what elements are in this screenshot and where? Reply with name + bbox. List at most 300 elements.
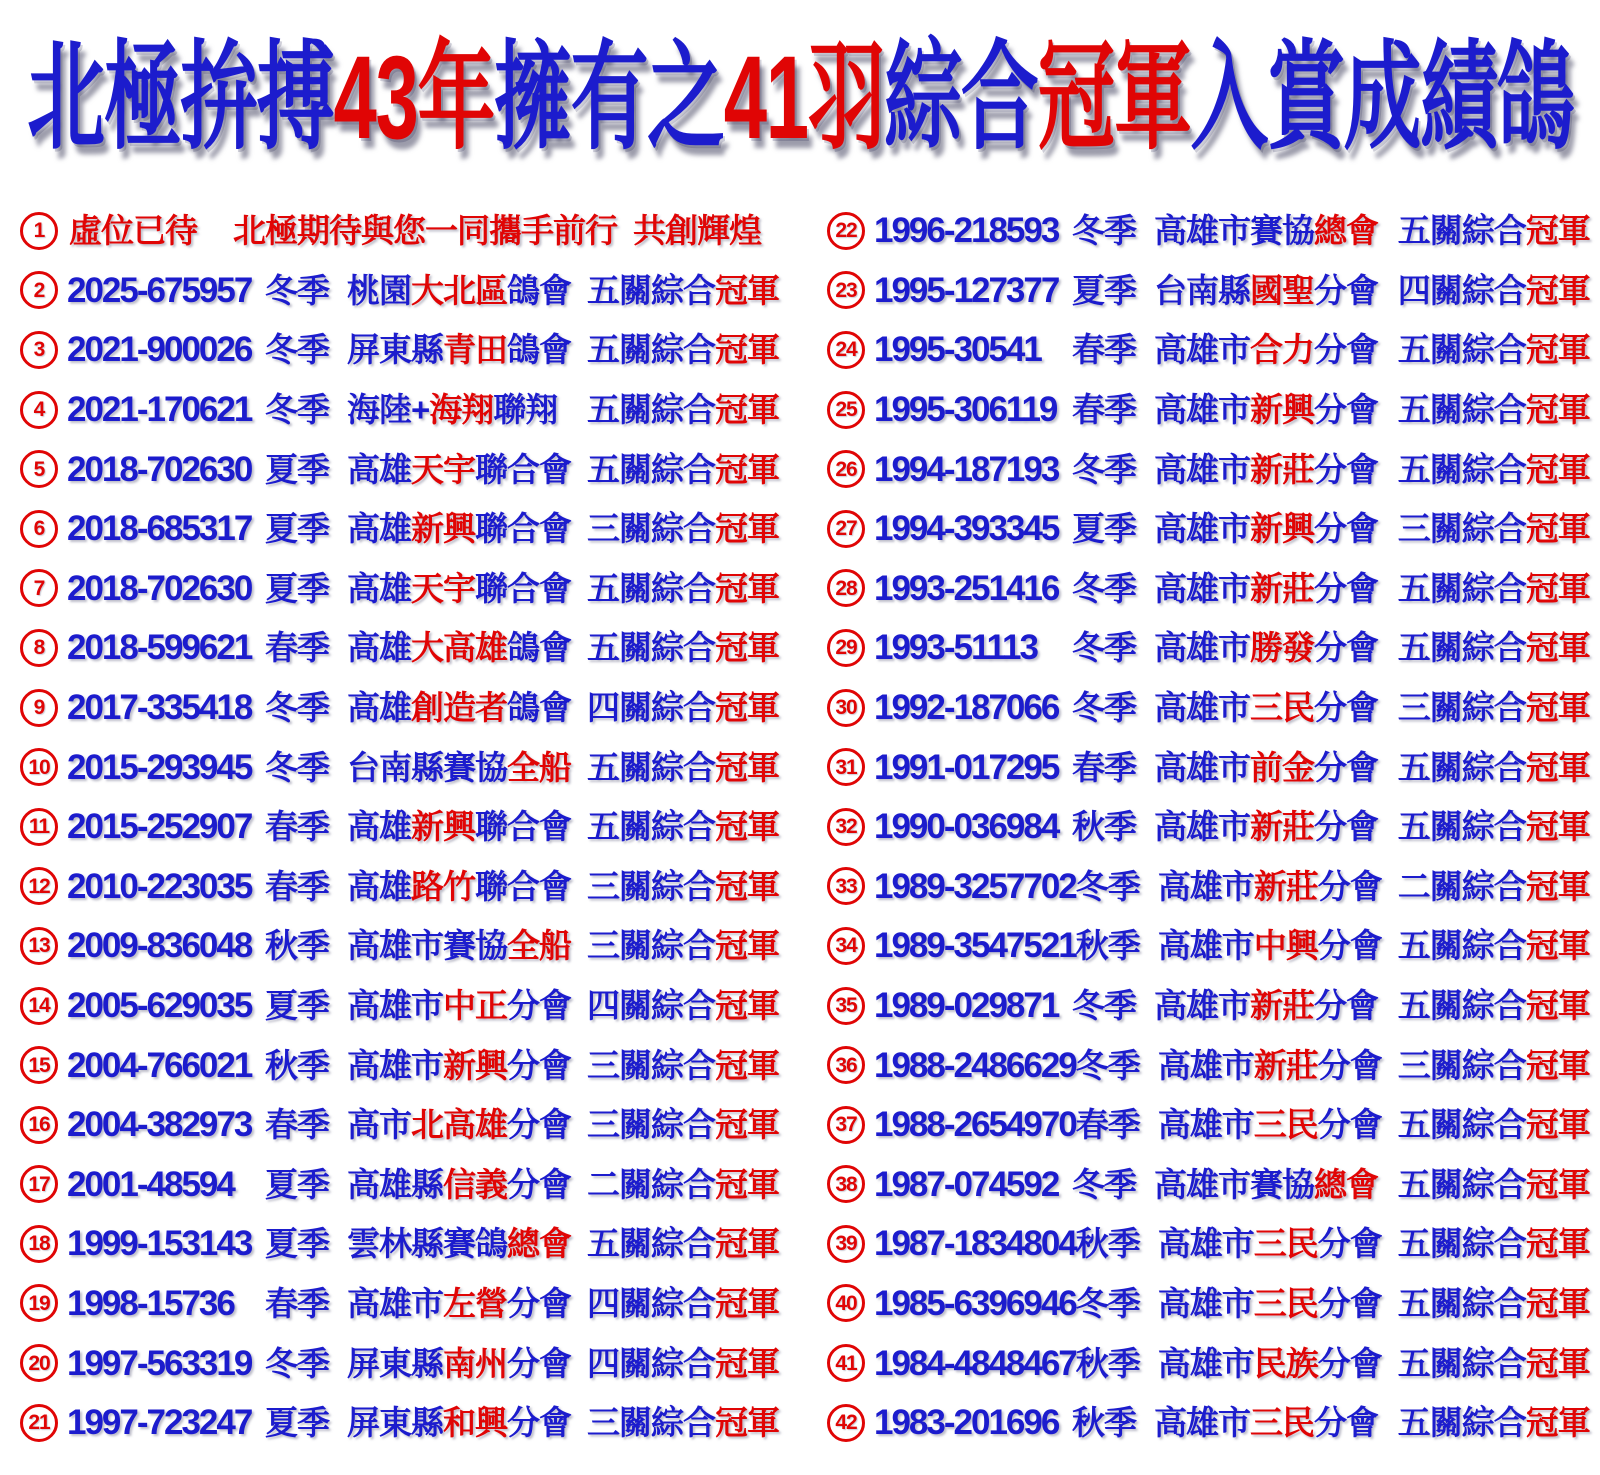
season-label: 秋季 bbox=[1075, 927, 1140, 965]
award-segment: 五關綜合 bbox=[1397, 927, 1526, 965]
award-segment: 三關綜合 bbox=[587, 927, 715, 965]
list-item bbox=[827, 1393, 1590, 1453]
rank-badge bbox=[20, 1404, 58, 1442]
list-item bbox=[827, 559, 1590, 619]
title-segment: 冠軍 bbox=[1037, 31, 1191, 164]
list-item bbox=[827, 1095, 1590, 1155]
award-label bbox=[1397, 1046, 1590, 1084]
ring-id: 2009-836048 bbox=[67, 926, 252, 966]
rank-badge bbox=[20, 271, 58, 309]
ring-id: 2001-48594 bbox=[67, 1164, 234, 1204]
rank-number: 38 bbox=[835, 1172, 857, 1196]
club-segment: 分會 bbox=[1314, 510, 1378, 548]
rank-badge bbox=[20, 569, 58, 607]
award-label bbox=[1397, 1284, 1590, 1322]
award-segment: 四關綜合 bbox=[1397, 271, 1526, 309]
rank-number: 35 bbox=[835, 994, 857, 1018]
season-label: 春季 bbox=[1072, 391, 1136, 429]
award-segment: 冠軍 bbox=[1525, 987, 1590, 1025]
award-label bbox=[587, 629, 779, 667]
season-label: 春季 bbox=[1072, 748, 1136, 786]
club-segment: 鴿會 bbox=[507, 689, 571, 727]
club-segment: 分會 bbox=[507, 987, 571, 1025]
list-item bbox=[20, 499, 779, 559]
rank-number: 14 bbox=[28, 994, 50, 1018]
award-segment: 五關綜合 bbox=[587, 450, 715, 488]
award-label bbox=[1397, 271, 1590, 309]
rank-number: 7 bbox=[33, 576, 45, 600]
rank-number: 31 bbox=[835, 755, 857, 779]
club-name bbox=[347, 1344, 587, 1382]
award-label bbox=[587, 927, 779, 965]
rank-badge bbox=[827, 510, 865, 548]
award-segment: 五關綜合 bbox=[1397, 569, 1526, 607]
award-segment: 冠軍 bbox=[1525, 450, 1590, 488]
award-segment: 冠軍 bbox=[1525, 1046, 1590, 1084]
award-label bbox=[1397, 1404, 1590, 1442]
list-item bbox=[827, 1214, 1590, 1274]
club-segment: 高雄市 bbox=[1154, 391, 1250, 429]
award-label bbox=[587, 1284, 779, 1322]
title-segment: 41羽 bbox=[723, 31, 884, 164]
award-segment: 冠軍 bbox=[715, 450, 779, 488]
season-label: 冬季 bbox=[265, 1344, 329, 1382]
club-segment: 屏東縣 bbox=[347, 1404, 443, 1442]
ring-id: 2018-702630 bbox=[67, 449, 252, 489]
club-segment: 國聖 bbox=[1250, 271, 1314, 309]
rank-number: 13 bbox=[28, 934, 50, 958]
club-segment: 分會 bbox=[1317, 1344, 1382, 1382]
season-label: 秋季 bbox=[1072, 1404, 1136, 1442]
club-segment: 分會 bbox=[1314, 569, 1378, 607]
list-item bbox=[827, 737, 1590, 797]
list-item bbox=[20, 678, 779, 738]
club-segment: 新莊 bbox=[1250, 808, 1314, 846]
club-segment: 分會 bbox=[1314, 689, 1378, 727]
award-segment: 三關綜合 bbox=[587, 510, 715, 548]
club-segment: 高雄 bbox=[347, 569, 411, 607]
club-segment: 新莊 bbox=[1250, 450, 1314, 488]
season-label: 春季 bbox=[265, 1106, 329, 1144]
title-segment: 43年 bbox=[333, 31, 494, 164]
rank-badge bbox=[827, 1165, 865, 1203]
club-segment: 高雄市 bbox=[1154, 450, 1250, 488]
title-banner bbox=[0, 0, 1600, 195]
club-segment: 高雄市 bbox=[1154, 510, 1250, 548]
club-segment: 民族 bbox=[1253, 1344, 1318, 1382]
award-segment: 冠軍 bbox=[1525, 629, 1590, 667]
rank-number: 27 bbox=[835, 517, 857, 541]
award-segment: 五關綜合 bbox=[1397, 1404, 1526, 1442]
rank-badge bbox=[20, 1046, 58, 1084]
rank-badge bbox=[20, 1344, 58, 1382]
title-segment: 擁有之 bbox=[493, 31, 724, 164]
season-label: 冬季 bbox=[265, 689, 329, 727]
list-item bbox=[827, 678, 1590, 738]
club-name bbox=[1154, 212, 1394, 250]
list-item bbox=[20, 1035, 779, 1095]
club-segment: 分會 bbox=[507, 1404, 571, 1442]
list-item bbox=[20, 320, 779, 380]
ring-id: 2025-675957 bbox=[67, 270, 252, 310]
award-segment: 冠軍 bbox=[715, 1404, 779, 1442]
award-segment: 冠軍 bbox=[715, 867, 779, 905]
rank-badge bbox=[20, 987, 58, 1025]
club-segment: 新莊 bbox=[1253, 1046, 1318, 1084]
club-name bbox=[347, 331, 587, 369]
ring-id: 2017-335418 bbox=[67, 688, 252, 728]
club-segment: 高雄市 bbox=[1154, 689, 1250, 727]
ring-id: 2021-900026 bbox=[67, 330, 252, 370]
award-label bbox=[1397, 450, 1590, 488]
ring-id: 2010-223035 bbox=[67, 866, 252, 906]
award-segment: 五關綜合 bbox=[1397, 450, 1526, 488]
list-item bbox=[827, 857, 1590, 917]
rank-number: 4 bbox=[33, 398, 45, 422]
club-segment: 三民 bbox=[1253, 1225, 1318, 1263]
club-segment: 新莊 bbox=[1250, 987, 1314, 1025]
season-label: 冬季 bbox=[1075, 1284, 1140, 1322]
club-segment: 桃園 bbox=[347, 271, 411, 309]
club-segment: 分會 bbox=[507, 1165, 571, 1203]
club-segment: 高雄市 bbox=[1154, 748, 1250, 786]
award-segment: 冠軍 bbox=[1525, 1225, 1590, 1263]
club-name bbox=[347, 629, 587, 667]
award-segment: 冠軍 bbox=[1525, 212, 1590, 250]
club-name bbox=[347, 689, 587, 727]
rank-badge bbox=[827, 1225, 865, 1263]
ring-id: 1991-017295 bbox=[874, 747, 1059, 787]
rank-badge bbox=[827, 569, 865, 607]
club-name bbox=[1154, 271, 1394, 309]
ring-id: 2018-599621 bbox=[67, 628, 252, 668]
list-item bbox=[20, 1155, 779, 1215]
club-name bbox=[1154, 987, 1394, 1025]
list-item bbox=[20, 1274, 779, 1334]
club-segment: 分會 bbox=[507, 1344, 571, 1382]
banner-text: 虛位已待 bbox=[69, 212, 197, 250]
club-segment: 大北區 bbox=[411, 271, 507, 309]
club-name bbox=[347, 1225, 587, 1263]
club-segment: 台南縣賽協 bbox=[347, 748, 507, 786]
club-segment: 高雄市 bbox=[1154, 569, 1250, 607]
season-label: 夏季 bbox=[1072, 271, 1136, 309]
list-item bbox=[20, 618, 779, 678]
season-label: 冬季 bbox=[265, 391, 329, 429]
award-label bbox=[587, 1344, 779, 1382]
award-label bbox=[1397, 391, 1590, 429]
club-segment: 總會 bbox=[1314, 212, 1378, 250]
ring-id: 1997-723247 bbox=[67, 1403, 252, 1443]
rank-number: 15 bbox=[28, 1053, 50, 1077]
list-item bbox=[20, 201, 779, 261]
rank-number: 28 bbox=[835, 576, 857, 600]
list-item bbox=[20, 916, 779, 976]
award-label bbox=[587, 1046, 779, 1084]
ring-id: 1993-51113 bbox=[874, 628, 1037, 668]
season-label: 春季 bbox=[265, 1284, 329, 1322]
season-label: 秋季 bbox=[265, 1046, 329, 1084]
title-segment: 綜合 bbox=[883, 31, 1038, 164]
club-segment: 聯合會 bbox=[475, 510, 571, 548]
rank-badge bbox=[827, 689, 865, 727]
club-segment: 分會 bbox=[507, 1284, 571, 1322]
award-segment: 冠軍 bbox=[715, 748, 779, 786]
season-label: 春季 bbox=[265, 867, 329, 905]
season-label: 冬季 bbox=[265, 331, 329, 369]
club-name bbox=[1157, 1046, 1398, 1084]
award-label bbox=[1397, 1225, 1590, 1263]
ring-id: 1995-306119 bbox=[874, 390, 1057, 430]
award-segment: 冠軍 bbox=[1525, 331, 1590, 369]
award-segment: 五關綜合 bbox=[1397, 808, 1526, 846]
rank-badge bbox=[827, 212, 865, 250]
award-segment: 四關綜合 bbox=[587, 1344, 715, 1382]
club-segment: 全船 bbox=[507, 927, 571, 965]
club-segment: 鴿會 bbox=[507, 331, 571, 369]
rank-badge bbox=[827, 331, 865, 369]
club-segment: 分會 bbox=[1314, 987, 1378, 1025]
rank-number: 37 bbox=[835, 1113, 857, 1137]
club-segment: 鴿會 bbox=[507, 629, 571, 667]
list-item bbox=[20, 1333, 779, 1393]
club-segment: 高雄 bbox=[347, 867, 411, 905]
season-label: 夏季 bbox=[265, 987, 329, 1025]
club-segment: 聯合會 bbox=[475, 808, 571, 846]
ring-id: 2015-293945 bbox=[67, 747, 252, 787]
ring-id: 1998-15736 bbox=[67, 1283, 234, 1323]
ring-id: 1987-1834804 bbox=[874, 1224, 1076, 1264]
award-label bbox=[1397, 867, 1590, 905]
club-segment: 總會 bbox=[507, 1225, 571, 1263]
award-segment: 三關綜合 bbox=[587, 867, 715, 905]
award-segment: 五關綜合 bbox=[1397, 1106, 1526, 1144]
club-segment: 三民 bbox=[1250, 1404, 1314, 1442]
award-segment: 三關綜合 bbox=[1397, 510, 1526, 548]
award-segment: 五關綜合 bbox=[1397, 629, 1526, 667]
season-label: 冬季 bbox=[265, 748, 329, 786]
ring-id: 1987-074592 bbox=[874, 1164, 1059, 1204]
award-segment: 冠軍 bbox=[715, 689, 779, 727]
award-segment: 三關綜合 bbox=[587, 1046, 715, 1084]
club-segment: 分會 bbox=[1317, 927, 1382, 965]
award-label bbox=[587, 1404, 779, 1442]
club-name bbox=[347, 569, 587, 607]
club-segment: 中正 bbox=[443, 987, 507, 1025]
club-segment: 高雄市 bbox=[347, 1046, 443, 1084]
club-segment: 分會 bbox=[507, 1046, 571, 1084]
season-label: 春季 bbox=[1075, 1106, 1140, 1144]
club-segment: 高雄 bbox=[347, 808, 411, 846]
club-segment: 高雄市 bbox=[1154, 331, 1250, 369]
club-name bbox=[1154, 510, 1394, 548]
season-label: 春季 bbox=[265, 808, 329, 846]
rank-number: 6 bbox=[33, 517, 45, 541]
rank-number: 8 bbox=[33, 636, 45, 660]
club-segment: 高雄縣 bbox=[347, 1165, 443, 1203]
list-item bbox=[827, 1274, 1590, 1334]
rank-number: 18 bbox=[28, 1232, 50, 1256]
ring-id: 2004-382973 bbox=[67, 1105, 252, 1145]
rank-badge bbox=[20, 748, 58, 786]
award-segment: 冠軍 bbox=[715, 569, 779, 607]
club-name bbox=[347, 510, 587, 548]
season-label: 夏季 bbox=[265, 450, 329, 488]
club-name bbox=[347, 391, 587, 429]
list-item bbox=[20, 857, 779, 917]
season-label: 冬季 bbox=[1075, 867, 1140, 905]
list-item bbox=[827, 1035, 1590, 1095]
rank-badge bbox=[20, 808, 58, 846]
club-segment: 高雄市 bbox=[1154, 808, 1250, 846]
award-label bbox=[587, 331, 779, 369]
club-segment: 分會 bbox=[1314, 391, 1378, 429]
ring-id: 1990-036984 bbox=[874, 807, 1059, 847]
season-label: 冬季 bbox=[1072, 987, 1136, 1025]
ring-id: 2015-252907 bbox=[67, 807, 252, 847]
club-segment: 三民 bbox=[1250, 689, 1314, 727]
award-segment: 冠軍 bbox=[715, 510, 779, 548]
award-segment: 冠軍 bbox=[1525, 1165, 1590, 1203]
club-segment: 分會 bbox=[1317, 1046, 1382, 1084]
rank-badge bbox=[827, 987, 865, 1025]
award-segment: 冠軍 bbox=[1525, 808, 1590, 846]
award-label bbox=[587, 867, 779, 905]
club-segment: 中興 bbox=[1253, 927, 1318, 965]
list-item bbox=[20, 737, 779, 797]
list-item bbox=[20, 261, 779, 321]
award-segment: 五關綜合 bbox=[1397, 748, 1526, 786]
rank-badge bbox=[827, 1284, 865, 1322]
season-label: 秋季 bbox=[1075, 1344, 1140, 1382]
rank-badge bbox=[827, 1404, 865, 1442]
award-segment: 五關綜合 bbox=[587, 748, 715, 786]
award-segment: 五關綜合 bbox=[587, 331, 715, 369]
list-item bbox=[827, 618, 1590, 678]
club-segment: 高雄市賽協 bbox=[1154, 1165, 1314, 1203]
award-segment: 冠軍 bbox=[1525, 1404, 1590, 1442]
club-segment: 高雄市 bbox=[1154, 629, 1250, 667]
rank-number: 34 bbox=[835, 934, 857, 958]
list-item bbox=[20, 380, 779, 440]
rank-number: 24 bbox=[835, 338, 857, 362]
club-name bbox=[347, 1284, 587, 1322]
club-segment: 高雄市 bbox=[1154, 1404, 1250, 1442]
season-label: 冬季 bbox=[1072, 212, 1136, 250]
award-segment: 五關綜合 bbox=[587, 271, 715, 309]
award-segment: 五關綜合 bbox=[1397, 1284, 1526, 1322]
rank-badge bbox=[20, 1106, 58, 1144]
club-segment: 天宇 bbox=[411, 450, 475, 488]
club-segment: 三民 bbox=[1253, 1284, 1318, 1322]
club-segment: 分會 bbox=[1314, 271, 1378, 309]
rank-number: 22 bbox=[835, 219, 857, 243]
list-item bbox=[20, 1214, 779, 1274]
award-segment: 冠軍 bbox=[1525, 1106, 1590, 1144]
club-name bbox=[1154, 808, 1394, 846]
award-label bbox=[587, 1165, 779, 1203]
rank-number: 11 bbox=[28, 815, 50, 839]
award-segment: 五關綜合 bbox=[1397, 391, 1526, 429]
rank-number: 32 bbox=[835, 815, 857, 839]
season-label: 冬季 bbox=[1072, 629, 1136, 667]
club-name bbox=[1154, 569, 1394, 607]
club-segment: 高雄市 bbox=[1157, 927, 1254, 965]
rank-badge bbox=[827, 1046, 865, 1084]
rank-number: 17 bbox=[28, 1172, 50, 1196]
club-segment: 高雄市 bbox=[1157, 1225, 1254, 1263]
season-label: 夏季 bbox=[265, 510, 329, 548]
ring-id: 1995-30541 bbox=[874, 330, 1041, 370]
club-segment: 高雄市 bbox=[1157, 1284, 1254, 1322]
award-segment: 三關綜合 bbox=[1397, 689, 1526, 727]
club-name bbox=[347, 1404, 587, 1442]
award-segment: 五關綜合 bbox=[587, 569, 715, 607]
award-segment: 冠軍 bbox=[715, 271, 779, 309]
rank-badge bbox=[20, 629, 58, 667]
rank-number: 33 bbox=[835, 874, 857, 898]
club-segment: 聯合會 bbox=[475, 450, 571, 488]
list-item bbox=[827, 976, 1590, 1036]
ring-id: 1994-393345 bbox=[874, 509, 1059, 549]
ring-id: 1988-2486629 bbox=[874, 1045, 1076, 1085]
ring-id: 1996-218593 bbox=[874, 211, 1059, 251]
award-label bbox=[1397, 331, 1590, 369]
rank-badge bbox=[20, 1165, 58, 1203]
rank-badge bbox=[827, 271, 865, 309]
club-segment: 分會 bbox=[1314, 808, 1378, 846]
results-column-left bbox=[20, 201, 779, 1452]
club-segment: 雲林縣賽鴿 bbox=[347, 1225, 507, 1263]
club-name bbox=[1157, 1225, 1398, 1263]
season-label: 夏季 bbox=[265, 1165, 329, 1203]
rank-badge bbox=[20, 689, 58, 727]
season-label: 夏季 bbox=[265, 1404, 329, 1442]
club-segment: 屏東縣 bbox=[347, 1344, 443, 1382]
rank-badge bbox=[20, 212, 58, 250]
club-segment: 分會 bbox=[1314, 450, 1378, 488]
club-segment: 高雄市 bbox=[347, 987, 443, 1025]
award-segment: 五關綜合 bbox=[1397, 331, 1526, 369]
club-name bbox=[1157, 867, 1398, 905]
club-segment: 高雄 bbox=[347, 450, 411, 488]
club-segment: 聯合會 bbox=[475, 867, 571, 905]
award-segment: 冠軍 bbox=[715, 629, 779, 667]
club-segment: 高雄市 bbox=[1157, 1046, 1254, 1084]
ring-id: 2018-702630 bbox=[67, 568, 252, 608]
list-item bbox=[827, 320, 1590, 380]
ring-id: 1992-187066 bbox=[874, 688, 1059, 728]
club-segment: 新興 bbox=[1250, 391, 1314, 429]
ring-id: 1988-2654970 bbox=[874, 1105, 1076, 1145]
list-item bbox=[827, 916, 1590, 976]
award-segment: 冠軍 bbox=[715, 808, 779, 846]
award-label bbox=[1397, 1344, 1590, 1382]
ring-id: 1983-201696 bbox=[874, 1403, 1059, 1443]
ring-id: 1997-563319 bbox=[67, 1343, 252, 1383]
ring-id: 1984-4848467 bbox=[874, 1343, 1076, 1383]
rank-number: 16 bbox=[28, 1113, 50, 1137]
club-name bbox=[1154, 748, 1394, 786]
rank-number: 23 bbox=[835, 278, 857, 302]
club-segment: 高雄 bbox=[347, 510, 411, 548]
club-segment: 高雄市 bbox=[347, 1284, 443, 1322]
award-segment: 四關綜合 bbox=[587, 689, 715, 727]
club-segment: 新興 bbox=[1250, 510, 1314, 548]
rank-badge bbox=[20, 450, 58, 488]
club-segment: 青田 bbox=[443, 331, 507, 369]
award-segment: 冠軍 bbox=[715, 1046, 779, 1084]
